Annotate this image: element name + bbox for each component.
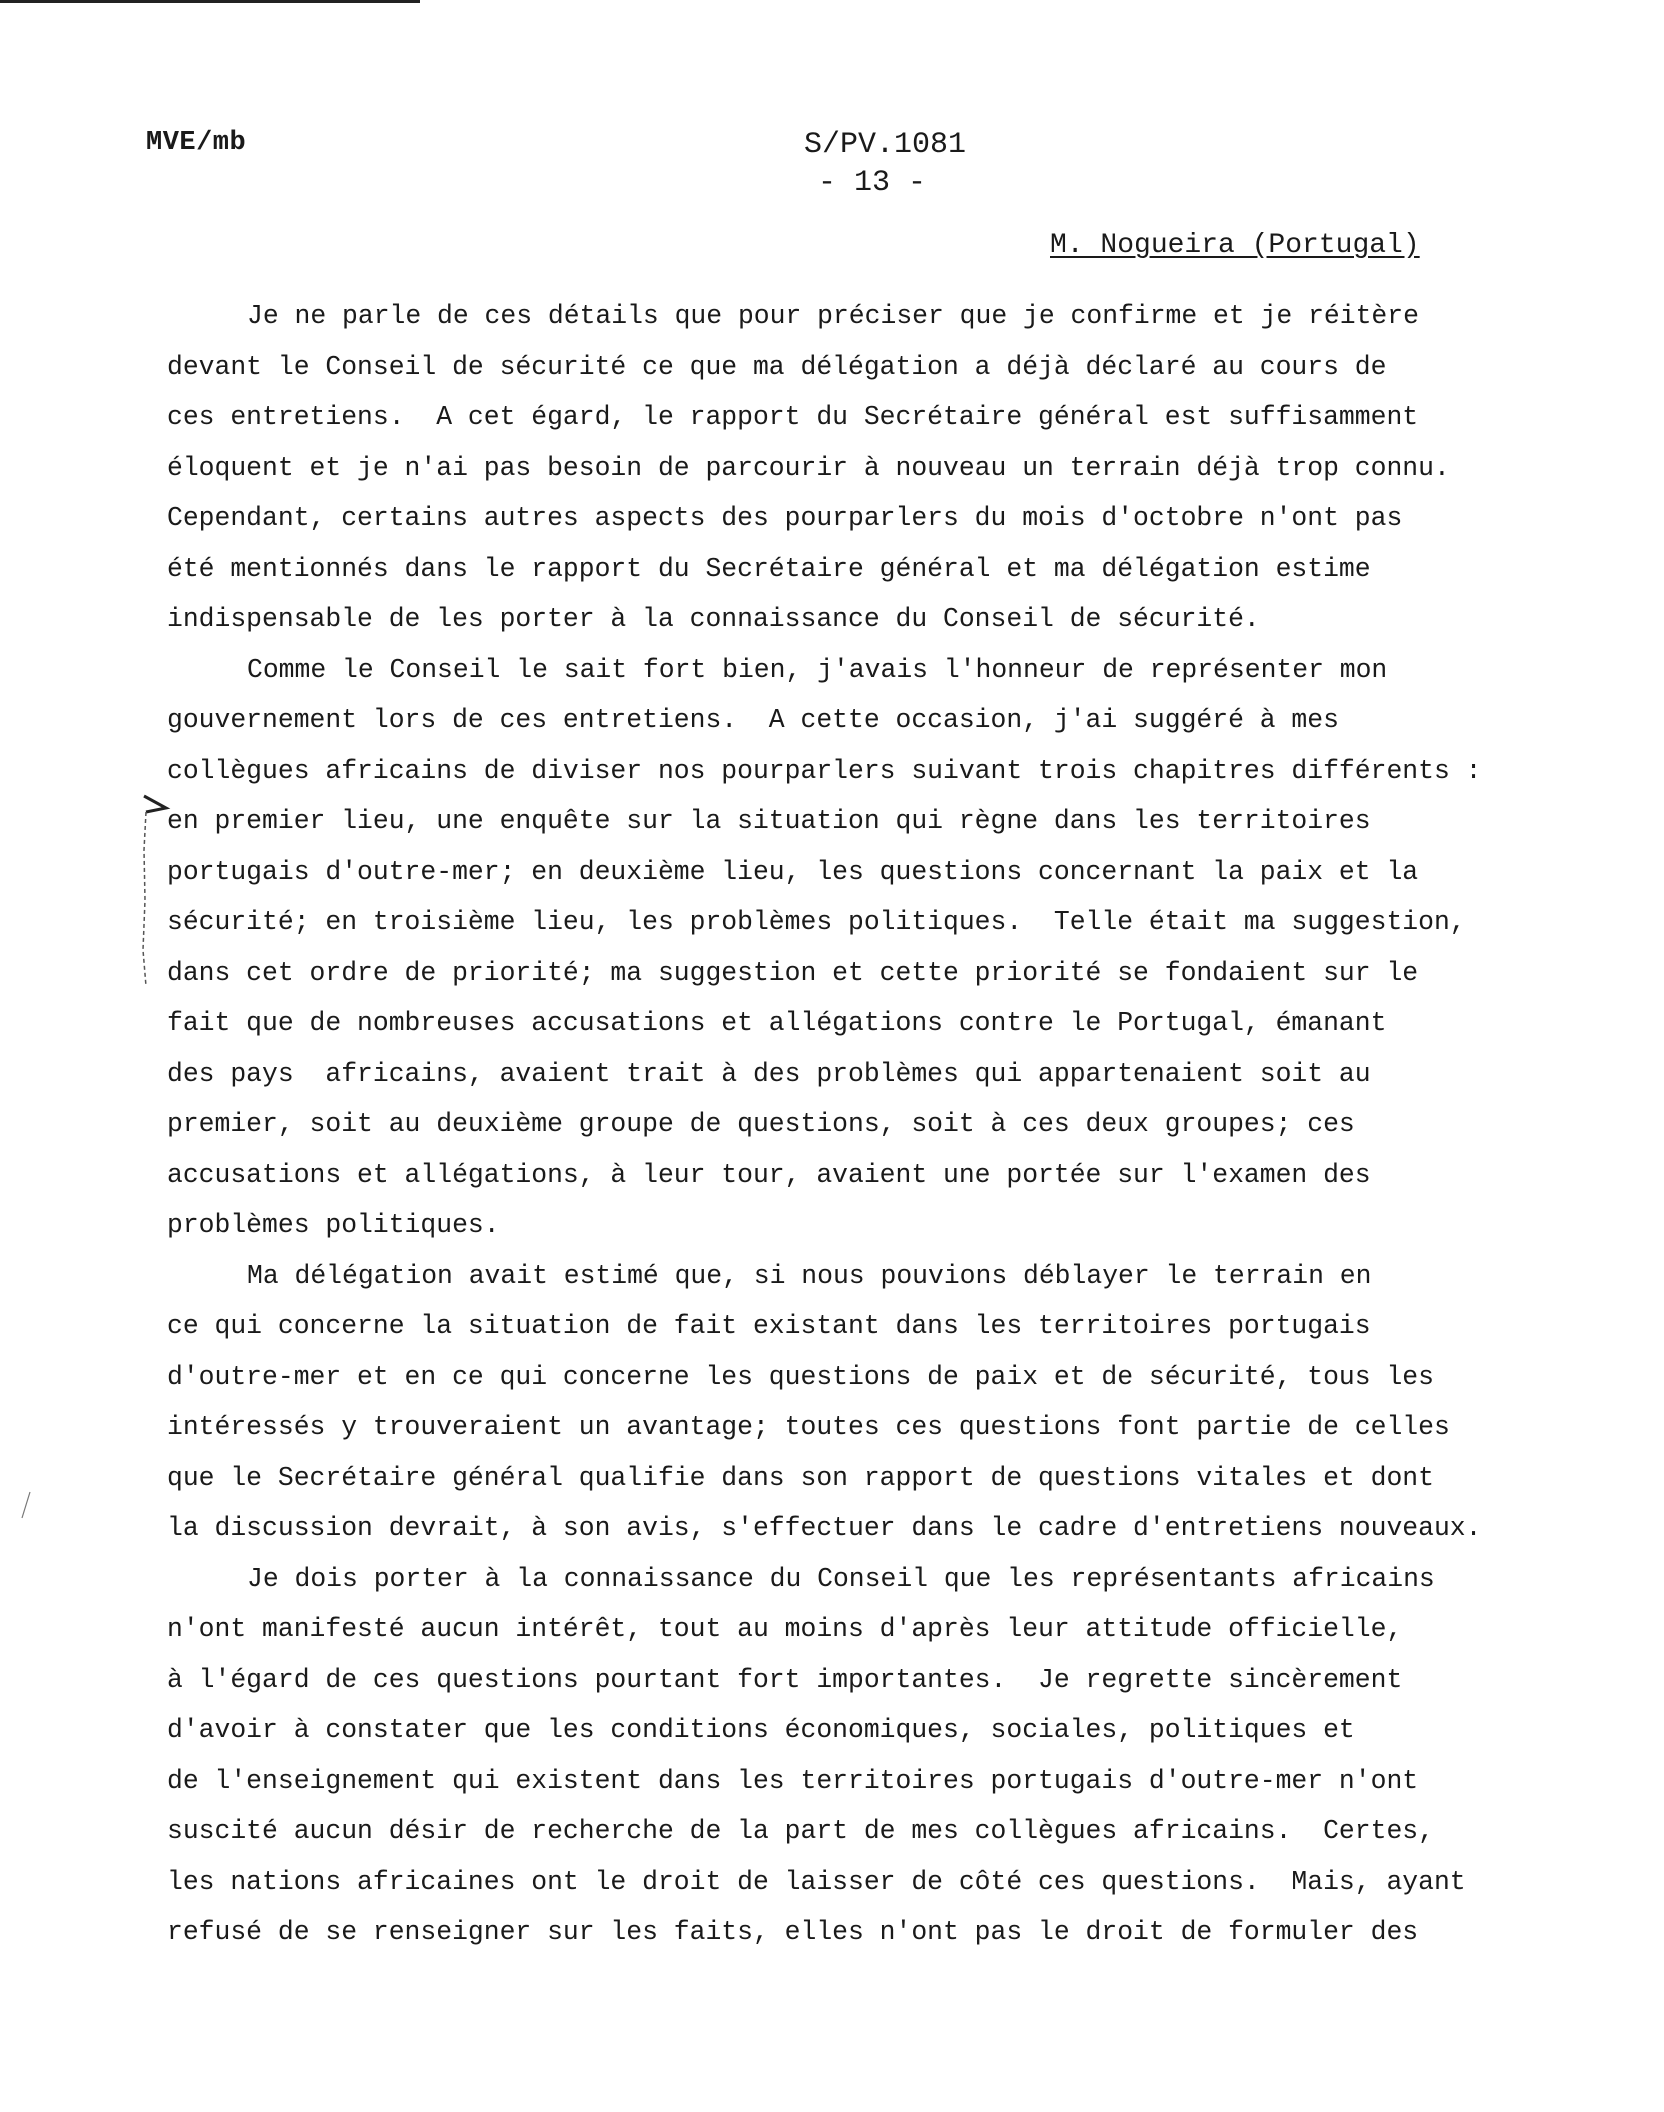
text-line: d'outre-mer et en ce qui concerne les questions de paix et de sécurité, tous les [167, 1361, 1434, 1392]
text-line: problèmes politiques. [167, 1210, 500, 1240]
text-line: de l'enseignement qui existent dans les territoires portugais d'outre-mer n'ont [167, 1765, 1419, 1796]
text-line: été mentionnés dans le rapport du Secrétaire général et ma délégation estime [167, 553, 1371, 584]
text-line: ce qui concerne la situation de fait existant dans les territoires portugais [167, 1311, 1371, 1341]
paragraph-1 [167, 291, 1547, 645]
text-line: collègues africains de diviser nos pourparlers suivant trois chapitres différents : [167, 755, 1482, 786]
text-line: accusations et allégations, à leur tour, avaient une portée sur l'examen des [167, 1159, 1371, 1190]
text-line: des pays africains, avaient trait à des problèmes qui appartenaient soit au [167, 1058, 1371, 1089]
text-line: les nations africaines ont le droit de laisser de côté ces questions. Mais, ayant [167, 1866, 1466, 1897]
text-line: sécurité; en troisième lieu, les problèmes politiques. Telle était ma suggestion, [167, 907, 1466, 937]
stray-pen-mark [20, 1490, 32, 1520]
text-line: fait que de nombreuses accusations et allégations contre le Portugal, émanant [167, 1008, 1387, 1038]
paragraph-2 [167, 645, 1547, 1251]
text-line: gouvernement lors de ces entretiens. A cette occasion, j'ai suggéré à mes [167, 705, 1339, 735]
text-line: éloquent et je n'ai pas besoin de parcourir à nouveau un terrain déjà trop connu. [167, 452, 1450, 483]
page-number: - 13 - [818, 166, 927, 200]
text-line: ces entretiens. A cet égard, le rapport du Secrétaire général est suffisamment [167, 402, 1419, 432]
text-line: Je dois porter à la connaissance du Conseil que les représentants africains [247, 1563, 1435, 1594]
text-line: premier, soit au deuxième groupe de questions, soit à ces deux groupes; ces [167, 1109, 1355, 1139]
document-symbol: S/PV.1081 [804, 128, 967, 162]
speaker-heading: M. Nogueira (Portugal) [1050, 230, 1420, 261]
text-line: indispensable de les porter à la connaissance du Conseil de sécurité. [167, 604, 1260, 634]
paragraph-3 [167, 1251, 1547, 1554]
reference-initials: MVE/mb [146, 128, 247, 158]
paragraph-4 [167, 1554, 1547, 1958]
text-line: portugais d'outre-mer; en deuxième lieu, les questions concernant la paix et la [167, 856, 1419, 887]
text-line: d'avoir à constater que les conditions économiques, sociales, politiques et [167, 1715, 1355, 1745]
text-line: suscité aucun désir de recherche de la part de mes collègues africains. Certes, [167, 1816, 1434, 1846]
text-line: devant le Conseil de sécurité ce que ma délégation a déjà déclaré au cours de [167, 351, 1387, 382]
text-line: Cependant, certains autres aspects des pourparlers du mois d'octobre n'ont pas [167, 503, 1403, 533]
text-line: intéressés y trouveraient un avantage; toutes ces questions font partie de celles [167, 1412, 1450, 1442]
text-line: en premier lieu, une enquête sur la situation qui règne dans les territoires [167, 806, 1371, 836]
text-line: dans cet ordre de priorité; ma suggestion et cette priorité se fondaient sur le [167, 957, 1419, 988]
text-line: n'ont manifesté aucun intérêt, tout au moins d'après leur attitude officielle, [167, 1614, 1403, 1644]
text-line: Comme le Conseil le sait fort bien, j'avais l'honneur de représenter mon [247, 654, 1388, 685]
text-line: refusé de se renseigner sur les faits, elles n'ont pas le droit de formuler des [167, 1917, 1419, 1947]
text-line: que le Secrétaire général qualifie dans son rapport de questions vitales et dont [167, 1462, 1434, 1493]
top-edge-rule [0, 0, 420, 3]
text-line: à l'égard de ces questions pourtant fort importantes. Je regrette sincèrement [167, 1664, 1403, 1695]
text-line: Je ne parle de ces détails que pour préciser que je confirme et je réitère [247, 301, 1419, 331]
body-text [167, 291, 1547, 1958]
text-line: Ma délégation avait estimé que, si nous pouvions déblayer le terrain en [247, 1260, 1372, 1291]
text-line: la discussion devrait, à son avis, s'effectuer dans le cadre d'entretiens nouveaux. [167, 1513, 1482, 1543]
